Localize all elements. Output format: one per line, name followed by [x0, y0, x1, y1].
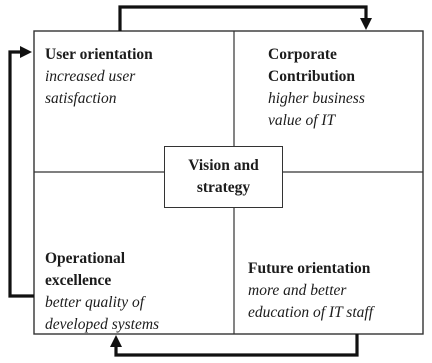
quadrant-title: Corporate Contribution	[268, 46, 355, 85]
top-arrowhead	[360, 18, 372, 30]
top-feedback-arrow	[120, 7, 366, 31]
quadrant-description: higher business value of IT	[268, 90, 365, 129]
quadrant-description: better quality of developed systems	[45, 294, 160, 333]
bottom-arrowhead	[110, 335, 122, 347]
left-feedback-arrow	[10, 52, 34, 296]
left-arrowhead	[20, 46, 32, 58]
quadrant-user-orientation	[45, 44, 225, 110]
quadrant-title: Future orientation	[248, 260, 371, 277]
quadrant-title: User orientation	[45, 46, 153, 63]
quadrant-title: Operational excellence	[45, 250, 126, 289]
quadrant-corporate-contribution	[268, 44, 418, 132]
quadrant-future-orientation	[248, 258, 423, 324]
bottom-feedback-arrow	[116, 334, 357, 355]
vision-strategy-box	[164, 146, 283, 208]
quadrant-operational-excellence	[45, 248, 225, 336]
quadrant-description: more and better education of IT staff	[248, 282, 374, 321]
vision-strategy-label: Vision and strategy	[188, 157, 259, 196]
quadrant-description: increased user satisfaction	[45, 68, 136, 107]
